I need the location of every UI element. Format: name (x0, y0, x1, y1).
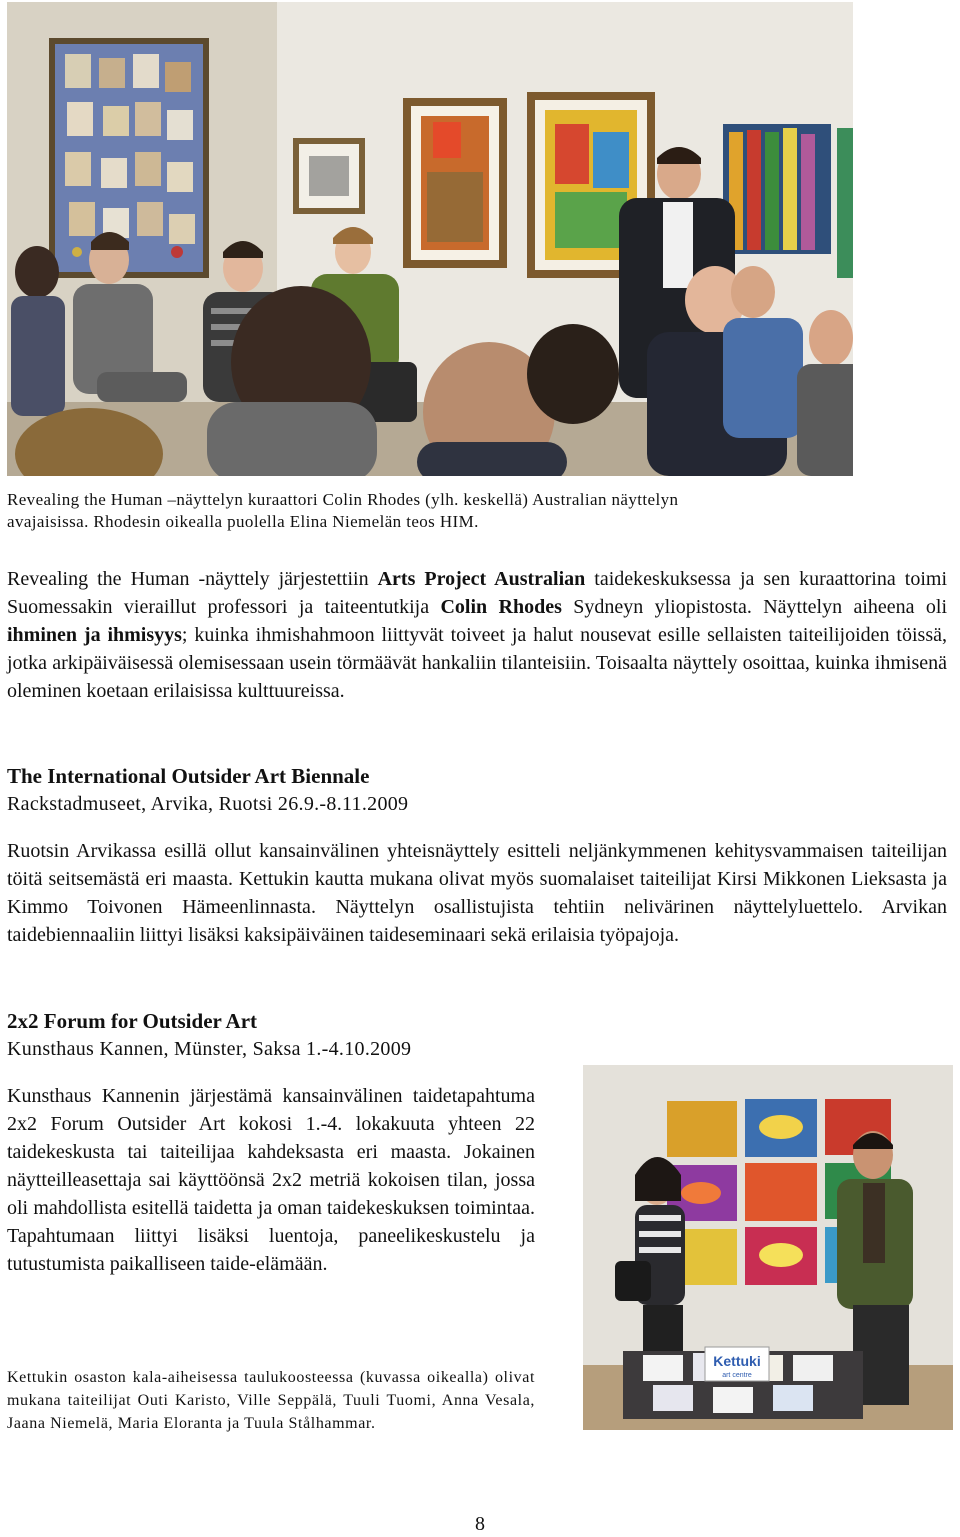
page-number: 8 (475, 1513, 485, 1535)
caption-line: Revealing the Human –näyttelyn kuraattori Colin Rhodes (ylh. keskellä) Australian näyttelyn (7, 490, 679, 509)
intro-paragraph (7, 565, 947, 705)
text-run: taidekeskuksessa ja sen kuraattorina toimi Suomessakin vieraillut professori ja taiteentutkija (7, 568, 947, 618)
text-run: ; kuinka ihmishahmoon liittyvät toiveet ja halut nousevat esille sellaisten taiteilijoiden töissä, jotka arkipäiväisessä olemisessaan usein törmäävät hankaliin tilanteisiin. Toisaalta näyttely osoittaa, kuinka ihmisenä oleminen koetaan erilaisissa kulttuureissa. (7, 624, 947, 702)
section-heading: The International Outsider Art Biennale (7, 764, 370, 788)
caption-line: avajaisissa. Rhodesin oikealla puolella Elina Niemelän teos HIM. (7, 512, 479, 531)
gallery-photo (7, 2, 853, 476)
kettuki-sign: Kettuki (713, 1353, 761, 1369)
section-subheading: Rackstadmuseet, Arvika, Ruotsi 26.9.-8.11.2009 (7, 793, 409, 815)
section-subheading: Kunsthaus Kannen, Münster, Saksa 1.-4.10.2009 (7, 1038, 412, 1060)
highlight-curator: Colin Rhodes (440, 596, 562, 618)
section-body: Kunsthaus Kannenin järjestämä kansainvälinen taidetapahtuma 2x2 Forum Outsider Art kokosi 1.-4. lokakuuta yhteen 22 taidekeskusta tai taiteilijaa kahdeksasta eri maasta. Jokainen näytteilleasettaja sai käyttöönsä 2x2 metriä kokoisen tilan, jossa oli mahdollista esitellä taidetta ja oman taidekeskuksen toimintaa. Tapahtumaan liittyi lisäksi luentoja, paneelikeskustelu ja tutustumista paikalliseen taide-elämään. (7, 1085, 535, 1275)
section-heading: 2x2 Forum for Outsider Art (7, 1009, 258, 1033)
text-run: Revealing the Human -näyttely järjestettiin (7, 568, 378, 590)
highlight-venue: Arts Project Australian (377, 568, 586, 590)
photo-caption (7, 489, 907, 533)
section-body: Ruotsin Arvikassa esillä ollut kansainvälinen yhteisnäyttely esitteli neljänkymmenen kehitysvammaisen taiteilijan töitä seitsemästä eri maasta. Kettukin kautta mukana olivat myös suomalaiset taiteilijat Kirsi Mikkonen Lieksasta ja Kimmo Toivonen Hämeenlinnasta. Näyttelyn osallistujista tehtiin nelivärinen näyttelyluettelo. Arvikan taidebiennaaliin liittyi lisäksi kaksipäiväinen taideseminaari sekä erilaisia työpajoja. (7, 840, 947, 946)
kettuki-sign-subtext: art centre (722, 1372, 752, 1379)
photo-caption: Kettukin osaston kala-aiheisessa taulukoosteessa (kuvassa oikealla) olivat mukana taiteilijat Outi Karisto, Ville Seppälä, Tuuli Tuomi, Anna Vesala, Jaana Niemelä, Maria Eloranta ja Tuula Stålhammar. (7, 1369, 535, 1432)
text-run: Sydneyn yliopistosta. Näyttelyn aiheena oli (561, 596, 947, 618)
kettuki-stand-photo (583, 1065, 953, 1430)
highlight-theme: ihminen ja ihmisyys (7, 624, 182, 646)
